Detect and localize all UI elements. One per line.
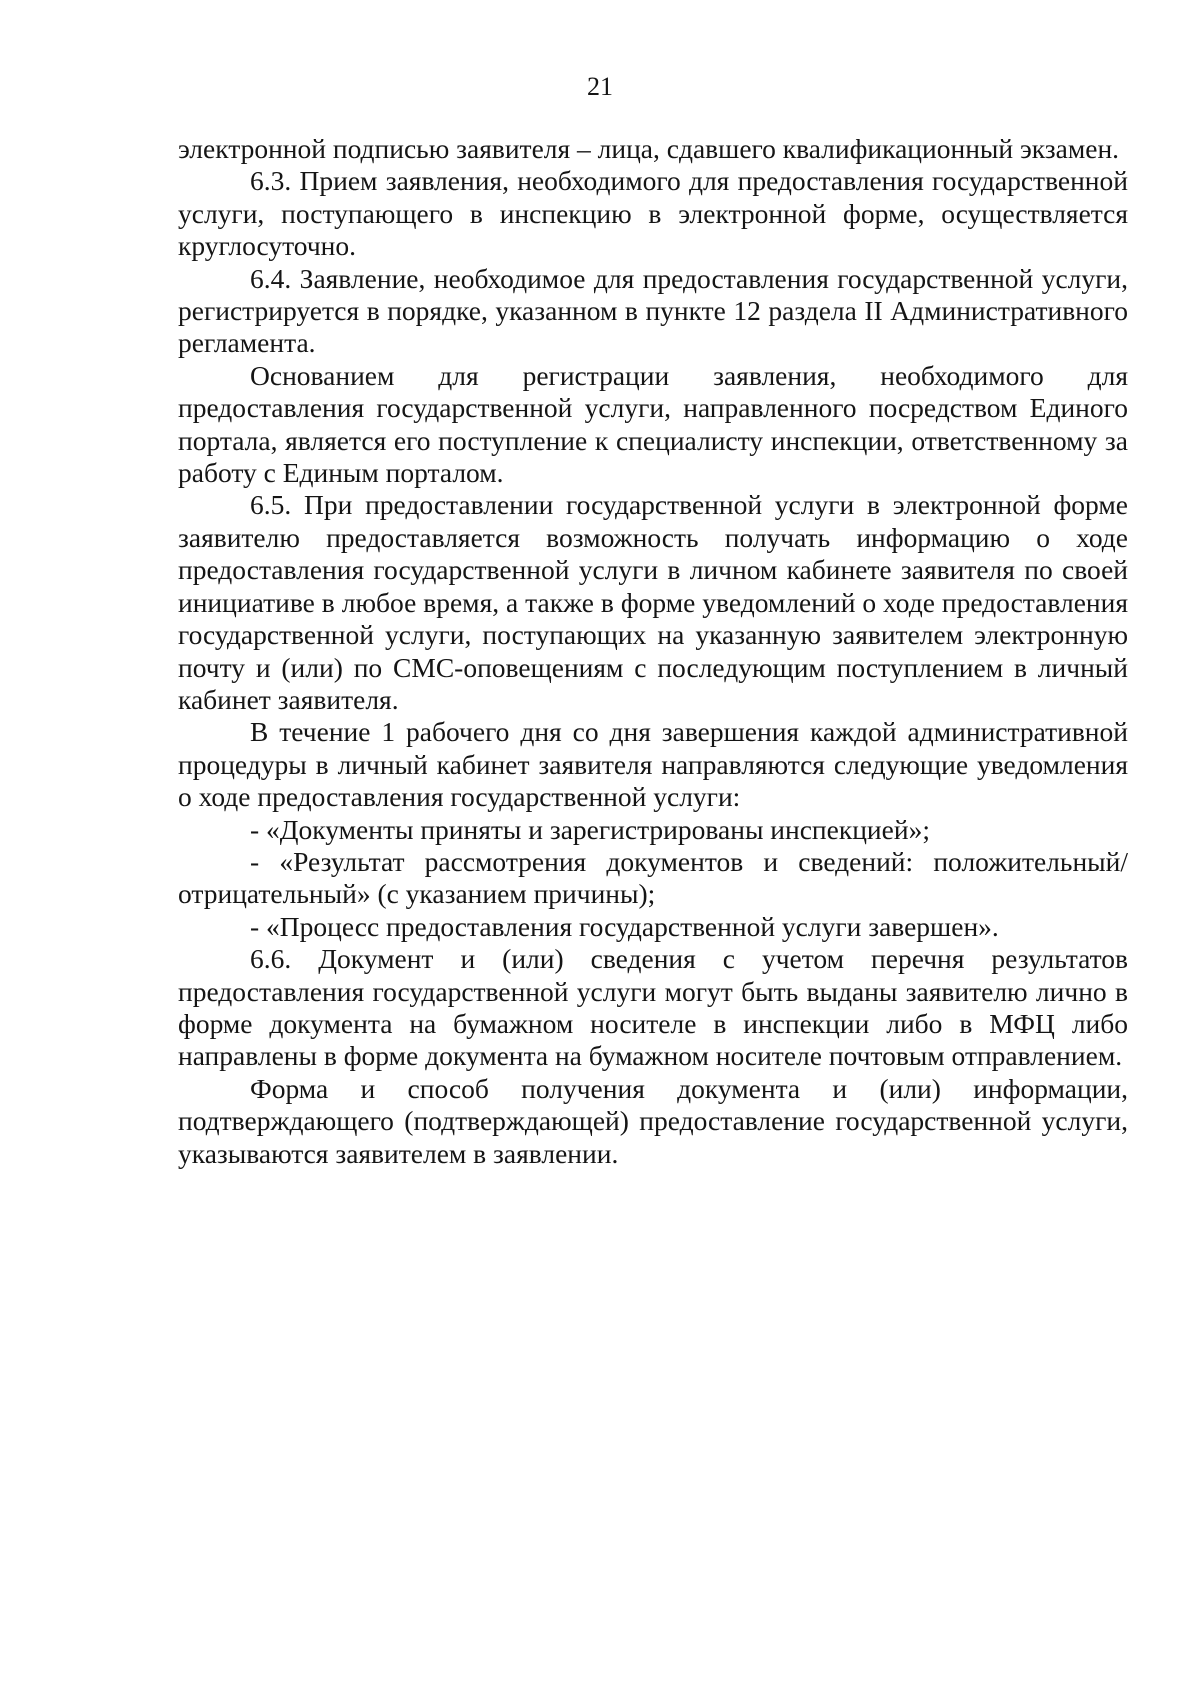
paragraph-6-6: 6.6. Документ и (или) сведения с учетом перечня результатов предоставления государственной услуги могут быть выданы заявителю лично в форме документа на бумажном носителе в инспекции либо в МФЦ либо направлены в форме документа на бумажном носителе почтовым отправлением.	[178, 943, 1128, 1072]
paragraph-notifications-intro: В течение 1 рабочего дня со дня завершения каждой административной процедуры в личный кабинет заявителя направляются следующие уведомления о ходе предоставления государственной услуги:	[178, 716, 1128, 813]
list-item-review-result: - «Результат рассмотрения документов и сведений: положительный/ отрицательный» (с указанием причины);	[178, 845, 1128, 910]
paragraph-6-4: 6.4. Заявление, необходимое для предоставления государственной услуги, регистрируется в порядке, указанном в пункте 12 раздела II Административного регламента.	[178, 262, 1128, 359]
paragraph-registration-basis: Основанием для регистрации заявления, необходимого для предоставления государственной услуги, направленного посредством Единого портала, является его поступление к специалисту инспекции, ответственному за работу с Единым порталом.	[178, 359, 1128, 489]
list-item-process-completed: - «Процесс предоставления государственной услуги завершен».	[250, 910, 999, 942]
paragraph-continuation: электронной подписью заявителя – лица, сдавшего квалификационный экзамен.	[178, 133, 1120, 164]
paragraph-6-5: 6.5. При предоставлении государственной услуги в электронной форме заявителю предоставляется возможность получать информацию о ходе предоставления государственной услуги в личном кабинете заявителя по своей инициативе в любое время, а также в форме уведомлений о ходе предоставления государственной услуги, поступающих на указанную заявителем электронную почту и (или) по СМС-оповещениям с последующим поступлением в личный кабинет заявителя.	[178, 489, 1128, 715]
document-body	[178, 133, 1128, 1170]
page-number: 21	[587, 72, 613, 101]
paragraph-6-3: 6.3. Прием заявления, необходимого для предоставления государственной услуги, поступающего в инспекцию в электронной форме, осуществляется круглосуточно.	[178, 165, 1128, 262]
paragraph-form-and-method: Форма и способ получения документа и (или) информации, подтверждающего (подтверждающей) предоставление государственной услуги, указываются заявителем в заявлении.	[178, 1072, 1128, 1169]
list-item-documents-accepted: - «Документы приняты и зарегистрированы инспекцией»;	[250, 813, 930, 845]
